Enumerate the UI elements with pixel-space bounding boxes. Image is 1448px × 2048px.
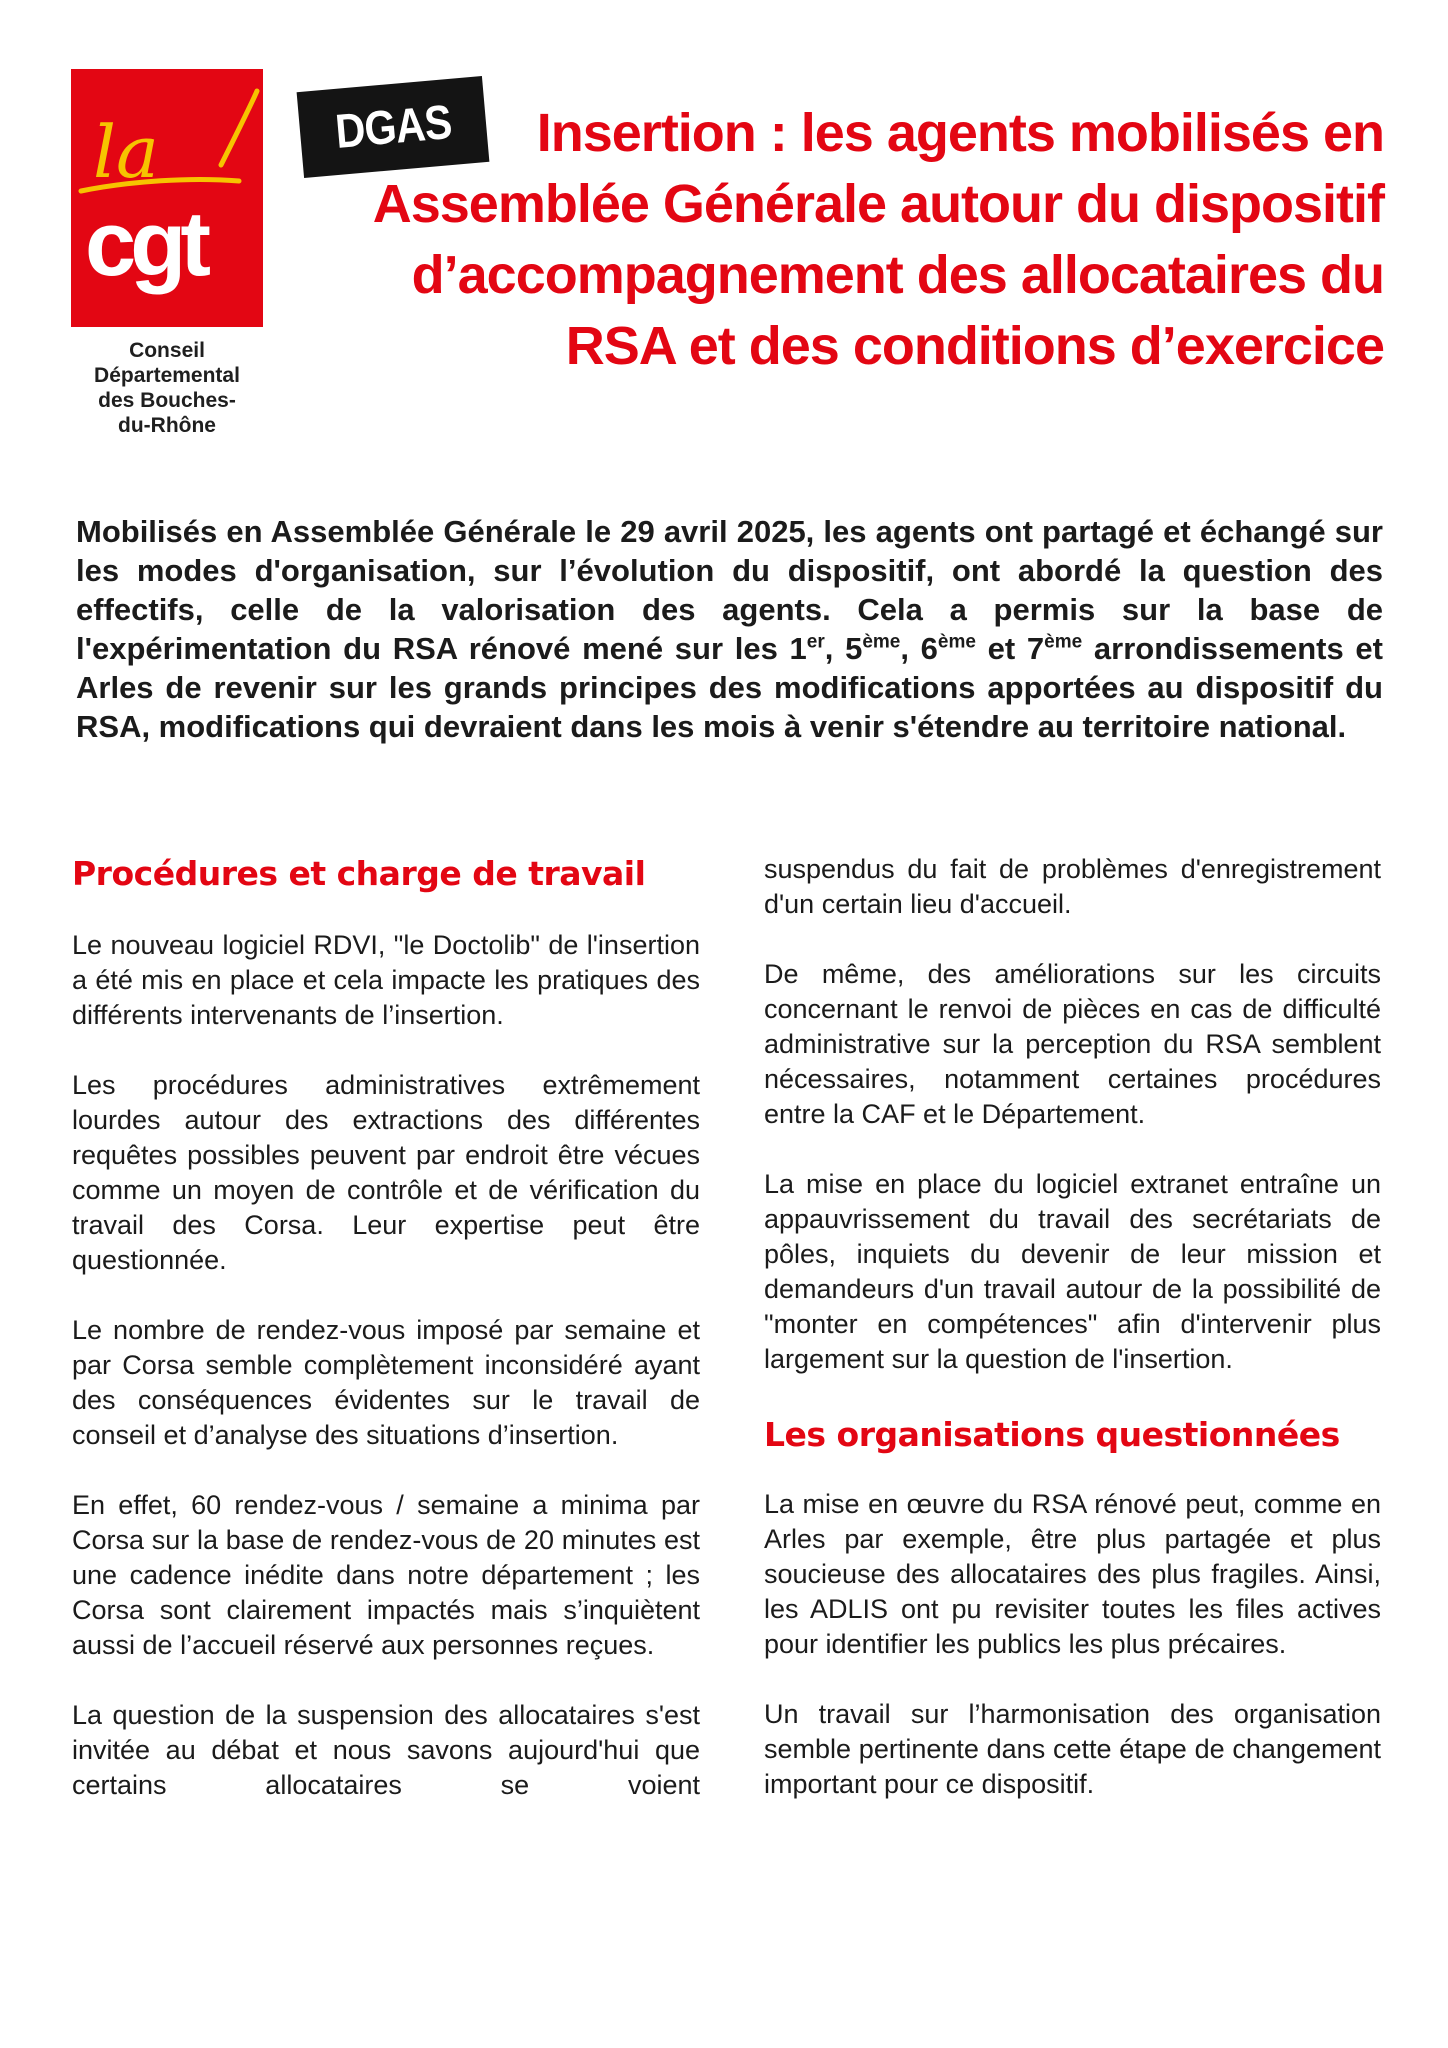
headline-line: d’accompagnement des allocataires du	[411, 245, 1384, 305]
dgas-badge-label: DGAS	[332, 95, 454, 159]
page-title	[324, 98, 1384, 382]
body-paragraph: Le nouveau logiciel RDVI, "le Doctolib" de l'insertion a été mis en place et cela impacte les pratiques des différents intervenants de l’insertion.	[72, 930, 700, 1030]
intro-superscript: ème	[1044, 631, 1083, 653]
intro-text: et 7	[975, 631, 1045, 666]
logo-caption-line: du-Rhône	[118, 414, 216, 437]
right-column	[764, 852, 1381, 1802]
logo-caption-line: Départemental	[94, 364, 240, 387]
section-heading-organisations: Les organisations questionnées	[764, 1415, 1340, 1454]
left-column	[72, 852, 700, 1803]
intro-text: arrondissements et Arles de revenir sur les grands principes des modifications apportées au dispositif du RSA, modifications qui devraient dans les mois à venir s'étendre au territoire national.	[76, 631, 1383, 744]
body-paragraph: De même, des améliorations sur les circuits concernant le renvoi de pièces en cas de difficulté administrative sur la perception du RSA semblent nécessaires, notamment certaines procédures entre la CAF et le Département.	[764, 959, 1381, 1129]
body-paragraph: Les procédures administratives extrêmement lourdes autour des extractions des différentes requêtes possibles peuvent par endroit être vécues comme un moyen de contrôle et de vérification du travail des Corsa. Leur expertise peut être questionnée.	[72, 1070, 700, 1275]
intro-paragraph	[76, 512, 1383, 746]
intro-superscript: ème	[937, 631, 976, 653]
logo-script-text: la	[93, 110, 159, 194]
logo-caption-line: Conseil	[129, 339, 205, 362]
body-paragraph: La mise en œuvre du RSA rénové peut, comme en Arles par exemple, être plus partagée et plus soucieuse des allocataires des plus fragiles. Ainsi, les ADLIS ont pu revisiter toutes les files actives pour identifier les publics les plus précaires.	[764, 1489, 1381, 1659]
headline-line: Insertion : les agents mobilisés en	[536, 103, 1384, 163]
body-paragraph: Le nombre de rendez-vous imposé par semaine et par Corsa semble complètement inconsidéré ayant des conséquences évidentes sur le travail de conseil et d’analyse des situations d’insertion.	[72, 1315, 700, 1450]
headline-line: Assemblée Générale autour du dispositif	[372, 174, 1384, 234]
intro-superscript: er	[806, 631, 825, 653]
intro-text: , 6	[900, 631, 938, 666]
body-paragraph: Un travail sur l’harmonisation des organisation semble pertinente dans cette étape de changement important pour ce dispositif.	[764, 1699, 1381, 1799]
logo-main-text: cgt	[85, 193, 205, 295]
body-paragraph: suspendus du fait de problèmes d'enregistrement d'un certain lieu d'accueil.	[764, 854, 1381, 919]
logo-caption	[60, 338, 274, 438]
intro-text: Mobilisés en Assemblée Générale le 29 avril 2025, les agents ont partagé et échangé sur les modes d'organisation, sur l’évolution du dispositif, ont abordé la question des effectifs, celle de la valorisation des agents. Cela a permis sur la base de l'expérimentation du RSA rénové mené sur les 1	[76, 514, 1383, 666]
intro-text: , 5	[824, 631, 863, 666]
logo-caption-line: des Bouches-	[98, 389, 236, 412]
section-heading-procedures: Procédures et charge de travail	[72, 854, 646, 893]
body-paragraph: La mise en place du logiciel extranet entraîne un appauvrissement du travail des secrétariats de pôles, inquiets du devenir de leur mission et demandeurs d'un travail autour de la possibilité de "monter en compétences" afin d'intervenir plus largement sur la question de l'insertion.	[764, 1169, 1381, 1374]
headline-line: RSA et des conditions d’exercice	[565, 316, 1384, 376]
cgt-logo-graphic	[71, 69, 263, 327]
intro-superscript: ème	[862, 631, 901, 653]
cgt-logo	[71, 69, 263, 327]
body-paragraph: La question de la suspension des allocataires s'est invitée au débat et nous savons aujourd'hui que certains allocataires se voient	[72, 1700, 700, 1800]
body-paragraph: En effet, 60 rendez-vous / semaine a minima par Corsa sur la base de rendez-vous de 20 minutes est une cadence inédite dans notre département ; les Corsa sont clairement impactés mais s’inquiètent aussi de l’accueil réservé aux personnes reçues.	[72, 1490, 700, 1660]
